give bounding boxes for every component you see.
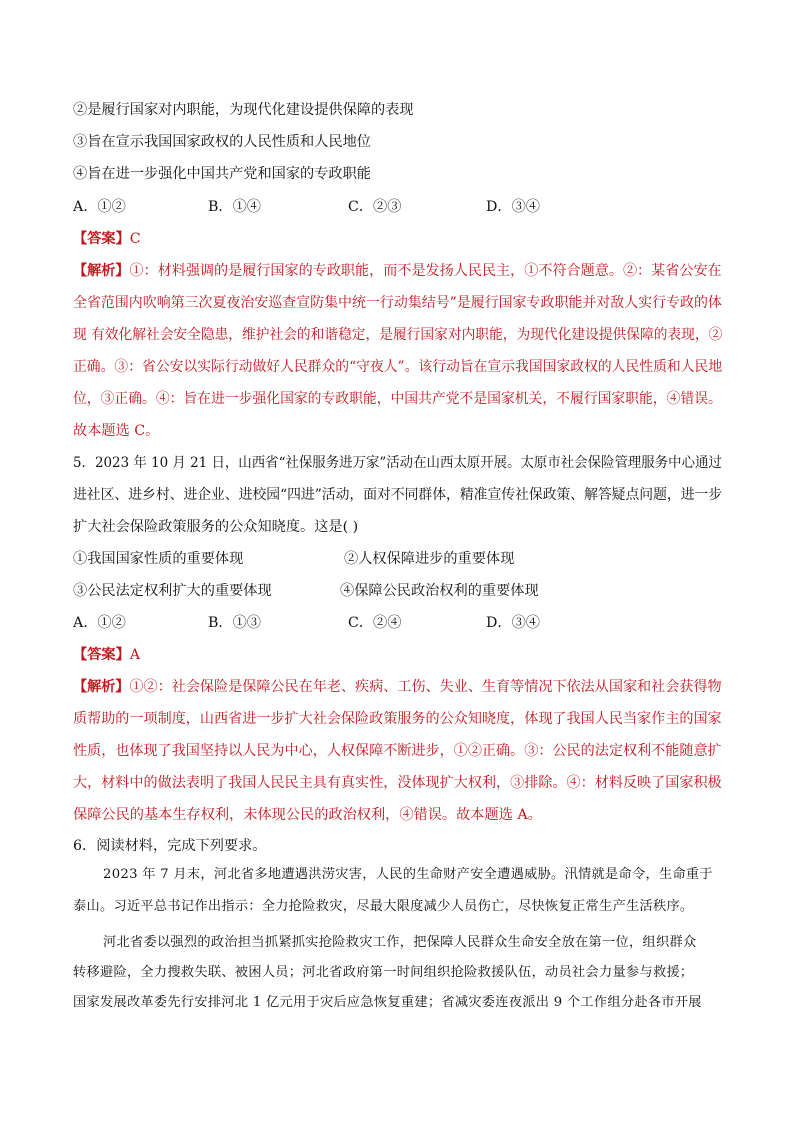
q5-answer [73,645,140,665]
q4-analysis-line-1 [73,261,722,281]
q5-option-c: C．②④ [348,615,402,631]
q5-analysis-line-1 [73,677,722,697]
q5-option-b: B．①③ [208,615,261,631]
q5-item-4: ④保障公民政治权利的重要体现 [340,583,539,599]
q5-stem-line-3: 扩大社会保险政策服务的公众知晓度。这是( ) [73,519,359,535]
q4-analysis-line-4: 正确。③：省公安以实际行动做好人民群众的“守夜人”。该行动旨在宣示我国国家政权的人民性质和人民地 [73,359,723,375]
q6-material-line-2: 泰山。习近平总书记作出指示：全力抢险救灾，尽最大限度减少人员伤亡，尽快恢复正常生产生活秩序。 [73,899,694,914]
q4-item-4: ④旨在进一步强化中国共产党和国家的专政职能 [73,166,371,182]
q6-material-line-5: 国家发展改革委先行安排河北 1 亿元用于灾后应急恢复重建；省减灾委连夜派出 9 个工作组分赴各市开展 [73,995,702,1010]
q5-analysis-line-3: 性质，也体现了我国坚持以人民为中心，人权保障不断进步，①②正确。③：公民的法定权利不能随意扩 [73,743,722,759]
q5-stem-line-2: 进社区、进乡村、进企业、进校园“四进”活动，面对不同群体，精准宣传社保政策、解答疑点问题，进一步 [73,487,723,503]
q4-analysis-line-5: 位，③正确。④：旨在进一步强化国家的专政职能，中国共产党不是国家机关，不履行国家职能，④错误。 [73,391,722,407]
q4-option-a: A．①② [73,199,126,215]
q4-analysis-line-6: 故本题选 C。 [73,423,160,439]
q4-option-b: B．①④ [208,199,261,215]
answer-label: 【答案】 [73,231,130,247]
q4-option-d: D．③④ [486,199,540,215]
q6-material-line-4: 转移避险，全力搜救失联、被困人员；河北省政府第一时间组织抢险救援队伍，动员社会力量参与救援； [73,965,694,980]
q5-option-a: A．①② [73,615,126,631]
analysis-label: 【解析】 [73,263,130,279]
q5-option-d: D．③④ [486,615,540,631]
q4-item-3: ③旨在宣示我国国家政权的人民性质和人民地位 [73,134,371,150]
q4-analysis-line-3: 现 有效化解社会安全隐患，维护社会的和谐稳定，是履行国家对内职能，为现代化建设提供保障的表现，② [73,327,723,343]
analysis-text: ①：材料强调的是履行国家的专政职能，而不是发扬人民民主，①不符合题意。②：某省公安在 [129,263,722,279]
q5-item-3: ③公民法定权利扩大的重要体现 [73,583,272,599]
q6-material-line-1: 2023 年 7 月末，河北省多地遭遇洪涝灾害，人民的生命财产安全遭遇威胁。汛情就是命令，生命重于 [103,867,713,882]
analysis-label: 【解析】 [73,679,130,695]
q4-item-2: ②是履行国家对内职能，为现代化建设提供保障的表现 [73,102,414,118]
q4-option-c: C．②③ [348,199,402,215]
q5-item-2: ②人权保障进步的重要体现 [344,551,515,567]
q5-stem-line-1: 5．2023 年 10 月 21 日，山西省“社保服务进万家”活动在山西太原开展。太原市社会保险管理服务中心通过 [73,455,722,471]
q4-analysis-line-2: 全省范围内吹响第三次夏夜治安巡查宣防集中统一行动集结号”是履行国家专政职能并对敌人实行专政的体 [73,295,722,311]
analysis-text: ①②：社会保险是保障公民在年老、疾病、工伤、失业、生育等情况下依法从国家和社会获得物 [129,679,722,695]
answer-value: C [129,231,141,247]
q5-item-1: ①我国国家性质的重要体现 [73,551,244,567]
q6-material-line-3: 河北省委以强烈的政治担当抓紧抓实抢险救灾工作，把保障人民群众生命安全放在第一位，组织群众 [103,935,697,950]
q4-answer [73,229,141,249]
q5-analysis-line-5: 保障公民的基本生存权利，未体现公民的政治权利，④错误。故本题选 A。 [73,807,542,823]
q6-stem: 6．阅读材料，完成下列要求。 [73,838,267,854]
answer-value: A [129,647,141,663]
q5-analysis-line-2: 质帮助的一项制度，山西省进一步扩大社会保险政策服务的公众知晓度，体现了我国人民当家作主的国家 [73,711,722,727]
answer-label: 【答案】 [73,647,130,663]
q5-analysis-line-4: 大，材料中的做法表明了我国人民民主具有真实性，没体现扩大权利，③排除。④：材料反映了国家积极 [73,775,722,791]
